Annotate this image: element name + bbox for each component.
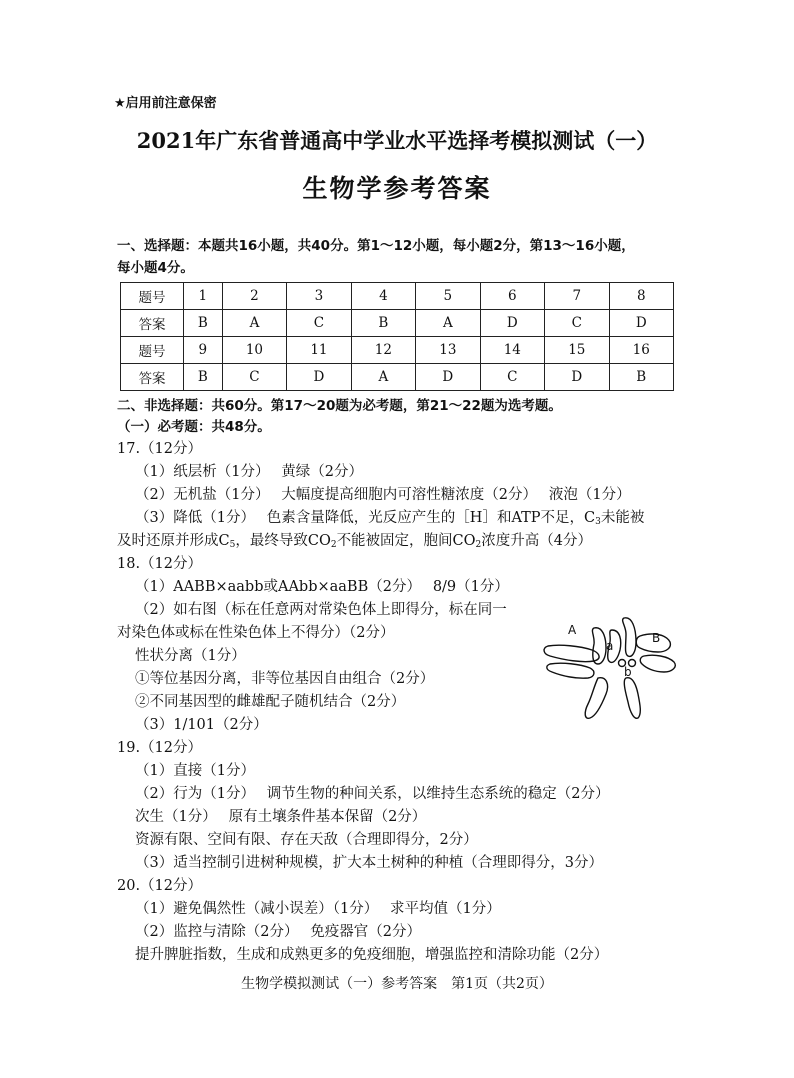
chromosome-right-1 [623, 618, 636, 657]
answer-table-cell: C [287, 310, 351, 337]
answer-table-cell: 2 [222, 283, 286, 310]
answer-table-cell: A [222, 310, 286, 337]
answer-table-cell: 8 [609, 283, 673, 310]
answer-table-row [121, 337, 674, 364]
answer-table-cell: 16 [609, 337, 673, 364]
q17-cont-text: 及时还原并形成C [117, 533, 230, 549]
chromosome-diagram [540, 606, 690, 724]
q18-answer-5: ②不同基因型的雌雄配子随机结合（2分） [135, 694, 406, 710]
answer-table-row-header: 题号 [121, 283, 184, 310]
q17-subscript: 3 [595, 517, 601, 527]
q20-heading: 20.（12分） [117, 878, 203, 894]
q19-answer-3: 次生（1分） 原有土壤条件基本保留（2分） [135, 809, 427, 825]
answer-table-cell: 10 [222, 337, 286, 364]
answer-table-row [121, 283, 674, 310]
q18-answer-2-continued: 对染色体或标在性染色体上不得分）（2分） [117, 625, 395, 641]
answer-table-cell: 7 [545, 283, 609, 310]
exam-title: 2021年广东省普通高中学业水平选择考模拟测试（一） [136, 128, 658, 153]
q19-answer-1: （1）直接（1分） [135, 763, 255, 779]
answer-table-row-header: 题号 [121, 337, 184, 364]
section1-instruction-line1: 一、选择题：本题共16小题，共40分。第1～12小题，每小题2分，第13～16小题， [117, 238, 635, 254]
q18-answer-4: ①等位基因分离，非等位基因自由组合（2分） [135, 671, 435, 687]
required-section-heading: （一）必考题：共48分。 [117, 419, 271, 435]
q19-answer-5: （3）适当控制引进树种规模，扩大本土树种的种植（合理即得分，3分） [135, 855, 603, 871]
answer-table-cell: 12 [351, 337, 415, 364]
q17-subscript: 2 [330, 540, 337, 550]
q17-answer-3-continued [117, 531, 592, 551]
answer-table-cell: D [480, 310, 544, 337]
answer-table-cell: 15 [545, 337, 609, 364]
q17-cont-text: 不能被固定，胞间CO [336, 533, 476, 549]
answer-table-cell: B [351, 310, 415, 337]
chromosome-left-outer [544, 645, 599, 661]
q17-cont-text: 浓度升高（4分） [481, 533, 593, 549]
chromosome-bottom-left [585, 678, 607, 719]
answer-table-cell: A [351, 364, 415, 391]
answer-table-row [121, 364, 674, 391]
answer-table-cell: B [184, 364, 223, 391]
q18-answer-2: （2）如右图（标在任意两对常染色体上即得分，标在同一 [135, 602, 507, 618]
answer-table-row [121, 310, 674, 337]
q20-answer-3: 提升脾脏指数，生成和成熟更多的免疫细胞，增强监控和清除功能（2分） [135, 947, 609, 963]
q17-answer-2: （2）无机盐（1分） 大幅度提高细胞内可溶性糖浓度（2分） 液泡（1分） [135, 487, 631, 503]
answer-table-cell: 13 [416, 337, 480, 364]
answer-table-cell: D [287, 364, 351, 391]
allele-label-A: A [568, 623, 577, 637]
q17-subscript: 2 [475, 540, 482, 550]
chromosome-left-outer-2 [547, 663, 594, 678]
q18-answer-3: 性状分离（1分） [135, 648, 246, 664]
q17-cont-text: ，最终导致CO [235, 533, 331, 549]
q17-answer-3-text: （3）降低（1分） 色素含量降低，光反应产生的［H］和ATP不足，C [135, 510, 596, 526]
answer-table-cell: C [480, 364, 544, 391]
q17-answer-3 [135, 508, 644, 528]
answer-table-cell: A [416, 310, 480, 337]
answer-table-cell: 5 [416, 283, 480, 310]
chromosome-right-3 [640, 655, 675, 672]
answer-table-cell: 11 [287, 337, 351, 364]
q19-answer-2: （2）行为（1分） 调节生物的种间关系，以维持生态系统的稳定（2分） [135, 786, 610, 802]
answer-table-cell: B [184, 310, 223, 337]
answer-table-cell: D [609, 310, 673, 337]
q20-answer-2: （2）监控与清除（2分） 免疫器官（2分） [135, 924, 422, 940]
q17-answer-1: （1）纸层析（1分） 黄绿（2分） [135, 464, 364, 480]
answer-table-cell: 14 [480, 337, 544, 364]
q20-answer-1: （1）避免偶然性（减小误差）（1分） 求平均值（1分） [135, 901, 501, 917]
answer-table-cell: C [545, 310, 609, 337]
answer-table-cell: B [609, 364, 673, 391]
confidential-notice: ★启用前注意保密 [114, 96, 217, 111]
chromosome-bottom-right [624, 678, 640, 719]
answer-table-row-header: 答案 [121, 364, 184, 391]
q17-answer-3-text-end: 未能被 [600, 510, 645, 526]
q18-heading: 18.（12分） [117, 556, 203, 572]
q17-heading: 17.（12分） [117, 441, 203, 457]
answer-table-row-header: 答案 [121, 310, 184, 337]
section1-instruction-line2: 每小题4分。 [117, 260, 194, 276]
section2-instruction: 二、非选择题：共60分。第17～20题为必考题，第21～22题为选考题。 [117, 398, 562, 414]
q17-subscript: 5 [229, 540, 236, 550]
allele-label-a: a [606, 639, 614, 653]
q18-answer-1: （1）AABB×aabb或AAbb×aaBB（2分） 8/9（1分） [135, 579, 509, 595]
allele-label-B: B [652, 631, 661, 645]
answer-table-cell: 1 [184, 283, 223, 310]
page-footer: 生物学模拟测试（一）参考答案 第1页（共2页） [241, 976, 553, 992]
answer-table-cell: 3 [287, 283, 351, 310]
answer-table-cell: D [545, 364, 609, 391]
q18-answer-6: （3）1/101（2分） [135, 717, 268, 733]
answer-table-cell: 9 [184, 337, 223, 364]
answer-table-cell: C [222, 364, 286, 391]
answer-table-cell: 4 [351, 283, 415, 310]
answer-table [120, 282, 674, 391]
answer-table-cell: D [416, 364, 480, 391]
answer-table-cell: 6 [480, 283, 544, 310]
allele-label-b: b [624, 665, 632, 679]
page-title: 生物学参考答案 [302, 174, 492, 203]
q19-answer-4: 资源有限、空间有限、存在天敌（合理即得分，2分） [135, 832, 478, 848]
q19-heading: 19.（12分） [117, 740, 203, 756]
